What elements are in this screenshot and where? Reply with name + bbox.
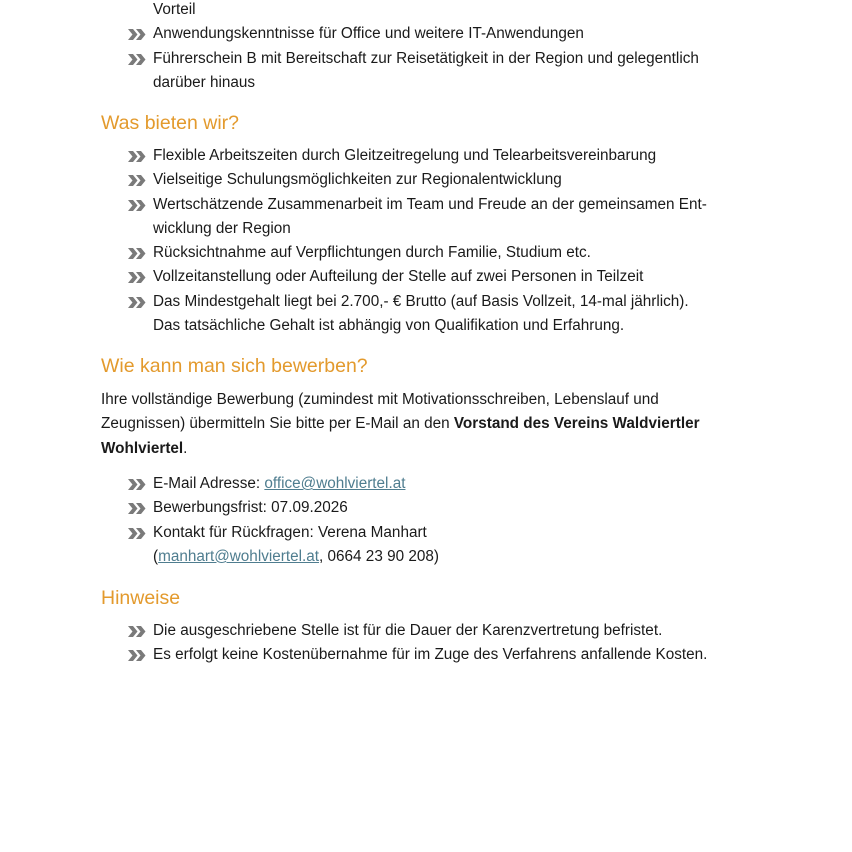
double-chevron-right-icon bbox=[127, 151, 147, 162]
contact-text: Kontakt für Rückfragen: Verena Manhart bbox=[153, 523, 427, 541]
list-item-text: Vielseitige Schulungsmöglichkeiten zur Regionalentwicklung bbox=[153, 171, 562, 189]
list-item-text: Rücksichtnahme auf Verpflichtungen durch Familie, Studium etc. bbox=[153, 244, 591, 262]
contact-paren: ( bbox=[153, 547, 159, 565]
apply-list bbox=[0, 472, 852, 569]
apply-heading: Wie kann man sich bewerben? bbox=[101, 355, 368, 377]
apply-intro-line: Ihre vollständige Bewerbung (zumindest mit Motivationsschreiben, Lebenslauf und bbox=[101, 391, 659, 408]
list-item bbox=[0, 168, 852, 192]
double-chevron-right-icon bbox=[127, 54, 147, 65]
list-item bbox=[0, 643, 852, 667]
list-item bbox=[0, 472, 852, 496]
double-chevron-right-icon bbox=[127, 200, 147, 211]
apply-intro-bold: Wohlviertel bbox=[101, 439, 184, 457]
requirements-section bbox=[0, 0, 852, 95]
list-item bbox=[0, 144, 852, 168]
apply-details bbox=[0, 472, 852, 569]
list-item-text: Vollzeitanstellung oder Aufteilung der Stelle auf zwei Personen in Teilzeit bbox=[153, 268, 644, 286]
offer-section bbox=[0, 144, 852, 338]
list-item-text: Anwendungskenntnisse für Office und weitere IT-Anwendungen bbox=[153, 25, 584, 43]
list-item-text: Führerschein B mit Bereitschaft zur Reisetätigkeit in der Region und gelegentlich bbox=[153, 49, 699, 67]
list-item bbox=[0, 619, 852, 643]
contact-details bbox=[153, 545, 762, 569]
offer-heading: Was bieten wir? bbox=[101, 112, 239, 134]
list-item-text: wicklung der Region bbox=[153, 219, 291, 237]
list-item-text: Das tatsächliche Gehalt ist abhängig von Qualifikation und Erfahrung. bbox=[153, 317, 625, 335]
notes-list bbox=[0, 619, 852, 668]
double-chevron-right-icon bbox=[127, 297, 147, 308]
email-label: E-Mail Adresse: bbox=[153, 475, 265, 492]
list-item-text: Es erfolgt keine Kostenübernahme für im Zuge des Verfahrens anfallende Kosten. bbox=[153, 646, 708, 664]
list-item bbox=[0, 22, 852, 46]
double-chevron-right-icon bbox=[127, 248, 147, 259]
requirements-list bbox=[0, 0, 852, 95]
list-item-text: Vorteil bbox=[153, 1, 196, 18]
apply-intro-text: Zeugnissen) übermitteln Sie bitte per E-Mail an den bbox=[101, 415, 454, 433]
double-chevron-right-icon bbox=[127, 503, 147, 514]
double-chevron-right-icon bbox=[127, 528, 147, 539]
list-item bbox=[0, 290, 852, 339]
list-item-text: darüber hinaus bbox=[153, 73, 256, 91]
notes-section bbox=[0, 619, 852, 668]
list-item-text: Wertschätzende Zusammenarbeit im Team und Freude an der gemeinsamen Ent- bbox=[153, 195, 707, 213]
list-item bbox=[0, 241, 852, 265]
offer-list bbox=[0, 144, 852, 338]
contact-email-link[interactable]: manhart@wohlviertel.at bbox=[158, 547, 320, 565]
list-item bbox=[0, 193, 852, 242]
double-chevron-right-icon bbox=[127, 175, 147, 186]
email-link[interactable]: office@wohlviertel.at bbox=[264, 475, 406, 492]
apply-intro-text: . bbox=[183, 439, 188, 457]
double-chevron-right-icon bbox=[127, 650, 147, 661]
list-item bbox=[0, 47, 852, 96]
double-chevron-right-icon bbox=[127, 272, 147, 283]
list-item bbox=[0, 265, 852, 289]
double-chevron-right-icon bbox=[127, 479, 147, 490]
deadline-text: Bewerbungsfrist: 07.09.2026 bbox=[153, 499, 348, 517]
email-line bbox=[153, 472, 762, 496]
apply-intro bbox=[101, 388, 761, 461]
contact-phone: , 0664 23 90 208) bbox=[319, 547, 439, 565]
double-chevron-right-icon bbox=[127, 29, 147, 40]
apply-intro-bold: Vorstand des Vereins Waldviertler bbox=[453, 415, 700, 433]
list-item-text: Das Mindestgehalt liegt bei 2.700,- € Brutto (auf Basis Vollzeit, 14-mal jährlich). bbox=[153, 292, 689, 310]
double-chevron-right-icon bbox=[127, 626, 147, 637]
notes-heading: Hinweise bbox=[101, 587, 181, 609]
list-item bbox=[0, 521, 852, 570]
apply-intro-line bbox=[101, 412, 761, 436]
list-item bbox=[0, 0, 852, 22]
list-item-text: Die ausgeschriebene Stelle ist für die Dauer der Karenzvertretung befristet. bbox=[153, 622, 663, 639]
list-item-text: Flexible Arbeitszeiten durch Gleitzeitregelung und Telearbeitsvereinbarung bbox=[153, 147, 657, 164]
list-item bbox=[0, 496, 852, 520]
apply-intro-line bbox=[101, 437, 761, 461]
